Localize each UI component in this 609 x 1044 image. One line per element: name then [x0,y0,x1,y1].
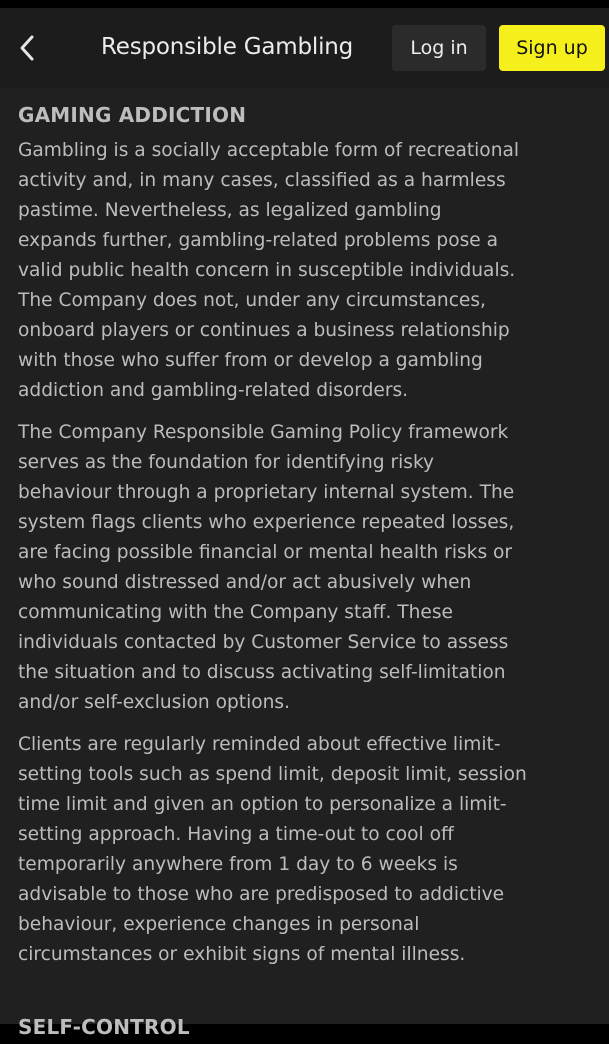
policy-paragraph: Gambling is a socially acceptable form of recreational activity and, in many cases, classified as a harmless pastime. Nevertheless, as legalized gambling expands further, gambling-related problems pose a valid public health concern in susceptible individuals. The Company does not, under any circumstances, onboard players or continues a business relationship with those who suffer from or develop a gambling addiction and gambling-related disorders. [18,140,520,401]
chevron-left-icon [18,34,38,62]
back-button[interactable] [8,28,48,68]
policy-paragraph: The Company Responsible Gaming Policy framework serves as the foundation for identifying risky behaviour through a proprietary internal system. The system flags clients who experience repeated losses, are facing possible financial or mental health risks or who sound distressed and/or act abusively when communicating with the Company staff. These individuals contacted by Customer Service to assess the situation and to discuss activating self-limitation and/or self-exclusion options. [18,422,515,713]
page-title: Responsible Gambling [101,34,354,60]
login-button[interactable]: Log in [392,25,486,71]
section-heading-gaming-addiction: GAMING ADDICTION [18,103,247,127]
top-app-bar [0,8,609,88]
signup-button[interactable]: Sign up [499,25,605,71]
policy-content[interactable] [0,88,609,1039]
policy-paragraph: Clients are regularly reminded about effective limit- setting tools such as spend limit, deposit limit, session time limit and given an option to personalize a limit- setting approach. Having a time-out to cool off temporarily anywhere from 1 day to 6 weeks is advisable to those who are predisposed to addictive behaviour, experience changes in personal circumstances or exhibit signs of mental illness. [18,734,527,965]
section-heading-self-control: SELF-CONTROL [18,1015,190,1039]
